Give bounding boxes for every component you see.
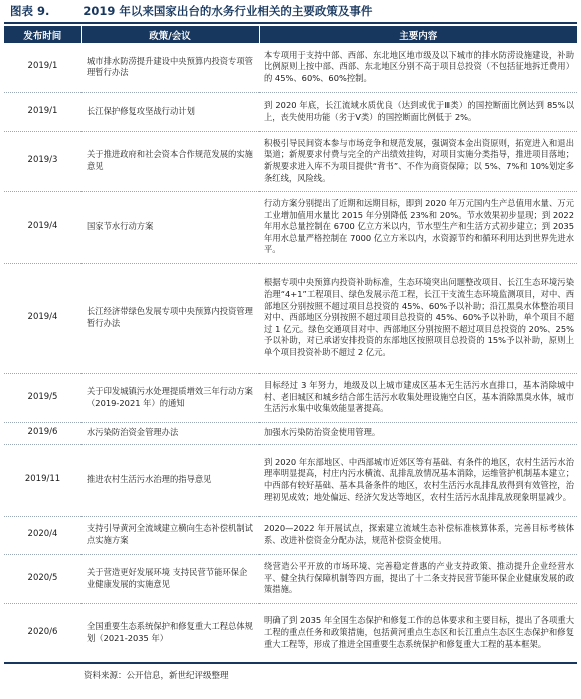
row-date: 2020/4	[4, 516, 81, 554]
row-content: 到 2020 年底，长江流域水质优良（达到或优于Ⅲ类）的国控断面比例达到 85%以上，丧失使用功能（劣于Ⅴ类）的国控断面比例低于 2%。	[259, 92, 577, 131]
row-policy: 长江保护修复攻坚战行动计划	[81, 92, 259, 131]
row-content: 2020—2022 年开展试点，探索建立流域生态补偿标准核算体系，完善目标考核体系、改进补偿资金分配办法，规范补偿资金使用。	[259, 516, 577, 554]
row-date: 2019/1	[4, 43, 81, 92]
figure-title: 2019 年以来国家出台的水务行业相关的主要政策及事件	[83, 4, 373, 18]
row-content: 加强水污染防治资金使用管理。	[259, 422, 577, 444]
source-note: 资料来源：公开信息，新世纪评级整理	[84, 671, 229, 681]
header-date: 发布时间	[4, 26, 81, 43]
row-content: 明确了到 2035 年全国生态保护和修复工作的总体要求和主要目标，提出了各项重大工程的重点任务和政策措施，包括黄河重点生态区和长江重点生态区生态保护和修复重大工程等，形成了推进全国重要生态系统保护和修复重大工程的基本框架。	[259, 603, 577, 663]
row-policy: 关于推进政府和社会资本合作规范发展的实施意见	[81, 131, 259, 191]
row-date: 2019/4	[4, 263, 81, 373]
row-policy: 全国重要生态系统保护和修复重大工程总体规划（2021-2035 年）	[81, 603, 259, 663]
row-content: 本专项用于支持中部、西部、东北地区地市级及以下城市的排水防涝设施建设，补助比例原则上按中部、西部、东北地区分别不高于项目总投资（不包括征地拆迁费用）的 45%、60%、60%控制。	[259, 43, 577, 92]
row-content: 行动方案分别提出了近期和远期目标，即到 2020 年万元国内生产总值用水量、万元工业增加值用水量比 2015 年分别降低 23%和 20%。节水效果初步显现；到 2022 年用水总量控制在 6700 亿立方米以内，节水型生产和生活方式初步建立；到 2035 年用水总量严格控制在 7000 亿立方米以内，水资源节约和循环利用达到世界先进水平。	[259, 191, 577, 263]
row-content: 绕营造公平开放的市场环境、完善稳定普惠的产业支持政策、推动提升企业经营水平、健全执行保障机制等四方面，提出了十二条支持民营节能环保企业健康发展的政策措施。	[259, 554, 577, 603]
table-row	[4, 131, 577, 191]
row-date: 2020/6	[4, 603, 81, 663]
header-content: 主要内容	[259, 26, 577, 43]
row-content: 积极引导民间资本参与市场竞争和规范发展，强调资本金出资原则，拓宽进入和退出渠道；新规要求付费与完全的产出绩效挂钩，对项目实施分类指导，推进项目落地；新规要求进入库不为项目提供“背书”、不作为商资保障；以 5%、7%和 10%划定多条红线，风险线。	[259, 131, 577, 191]
table-row	[4, 603, 577, 663]
table-row	[4, 444, 577, 516]
row-policy: 国家节水行动方案	[81, 191, 259, 263]
row-content: 根据专项中央预算内投资补助标准，生态环境突出问题整改项目、长江生态环境污染治理“4+1”工程项目、绿色发展示范工程，长江干支流生态环境监测项目，对中、西部地区分别按照不超过项目总投资的 45%、60%予以补助；沿江黑臭水体整治项目对中、西部地区分别按照不超过项目总投资的 45%、60%予以补助，单个项目不超过 1 亿元。绿色交通项目对中、西部地区分别按照不超过项目总投资的 20%、25%予以补助，对已承诺安排投资的东部地区按照项目总投资的 15%予以补助，原则上单个项目投资补助不超过 2 亿元。	[259, 263, 577, 373]
row-date: 2019/4	[4, 191, 81, 263]
row-date: 2020/5	[4, 554, 81, 603]
table-row	[4, 554, 577, 603]
row-date: 2019/3	[4, 131, 81, 191]
table-row	[4, 263, 577, 373]
figure-label: 图表 9.	[10, 4, 50, 18]
table-header-row	[4, 26, 577, 43]
table-row	[4, 92, 577, 131]
row-policy: 关于营造更好发展环境 支持民营节能环保企业健康发展的实施意见	[81, 554, 259, 603]
row-date: 2019/1	[4, 92, 81, 131]
row-policy: 支持引导黄河全流域建立横向生态补偿机制试点实施方案	[81, 516, 259, 554]
table-row	[4, 191, 577, 263]
row-policy: 城市排水防涝提升建设中央预算内投资专项管理暂行办法	[81, 43, 259, 92]
row-policy: 关于印发城镇污水处理提质增效三年行动方案（2019-2021 年）的通知	[81, 373, 259, 422]
figure-title-bar	[4, 0, 577, 24]
policy-table	[4, 26, 577, 664]
row-content: 目标经过 3 年努力，地级及以上城市建成区基本无生活污水直排口，基本消除城中村、老旧城区和城乡结合部生活污水收集处理设施空白区，基本消除黑臭水体，城市生活污水集中收集效能显著提高。	[259, 373, 577, 422]
row-date: 2019/5	[4, 373, 81, 422]
table-row	[4, 422, 577, 444]
header-policy: 政策/会议	[81, 26, 259, 43]
row-content: 到 2020 年东部地区、中西部城市近郊区等有基础、有条件的地区，农村生活污水治理率明显提高，村庄内污水横流、乱排乱放情况基本消除，运维管护机制基本建立；中西部有较好基础、基本具备条件的地区，农村生活污水乱排乱放得到有效管控，治理初见成效；地处偏远、经济欠发达等地区，农村生活污水乱排乱放现象明显减少。	[259, 444, 577, 516]
table-row	[4, 373, 577, 422]
row-policy: 长江经济带绿色发展专项中央预算内投资管理暂行办法	[81, 263, 259, 373]
table-row	[4, 516, 577, 554]
row-policy: 水污染防治资金管理办法	[81, 422, 259, 444]
table-row	[4, 43, 577, 92]
row-date: 2019/6	[4, 422, 81, 444]
row-date: 2019/11	[4, 444, 81, 516]
row-policy: 推进农村生活污水治理的指导意见	[81, 444, 259, 516]
